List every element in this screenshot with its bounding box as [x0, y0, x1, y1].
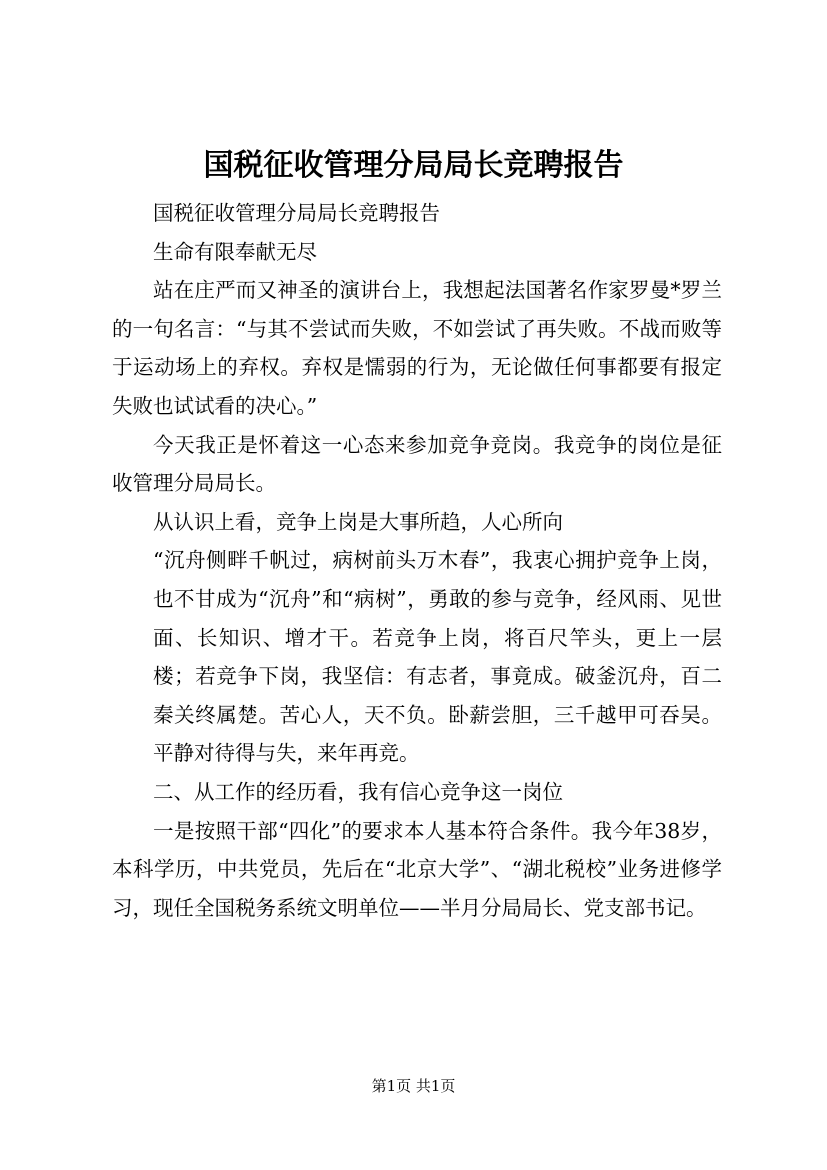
document-body	[112, 194, 722, 927]
page-number-footer: 第1页 共1页	[371, 1077, 456, 1095]
paragraph-quote: 站在庄严而又神圣的演讲台上，我想起法国著名作家罗曼*罗兰的一句名言：“与其不尝试而失败，不如尝试了再失败。不战而败等于运动场上的弃权。弃权是懦弱的行为，无论做任何事都要有报定失败也试试看的决心。”	[112, 278, 722, 418]
paragraph-theme: 生命有限奉献无尽	[153, 239, 317, 264]
paragraph-position: 今天我正是怀着这一心态来参加竞争竞岗。我竞争的岗位是征收管理分局局长。	[112, 432, 722, 496]
paragraph-section-heading-2: 二、从工作的经历看，我有信心竞争这一岗位	[153, 779, 563, 804]
paragraph-poem: “沉舟侧畔千帆过，病树前头万木春”，我衷心拥护竞争上岗，也不甘成为“沉舟”和“病树”，勇敢的参与竞争，经风雨、见世面、长知识、增才干。若竞争上岗，将百尺竿头，更上一层楼；若竞争下岗，我坚信：有志者，事竟成。破釜沉舟，百二秦关终属楚。苦心人，天不负。卧薪尝胆，三千越甲可吞吴。平静对待得与失，来年再竞。	[153, 548, 722, 766]
document-title: 国税征收管理分局局长竞聘报告	[203, 148, 624, 183]
paragraph-section-heading-1: 从认识上看，竞争上岗是大事所趋，人心所向	[153, 509, 563, 534]
paragraph-subtitle: 国税征收管理分局局长竞聘报告	[153, 201, 440, 225]
paragraph-qualifications: 一是按照干部“四化”的要求本人基本符合条件。我今年38岁，本科学历，中共党员，先后在“北京大学”、“湖北税校”业务进修学习，现任全国税务系统文明单位——半月分局局长、党支部书记。	[112, 818, 722, 920]
